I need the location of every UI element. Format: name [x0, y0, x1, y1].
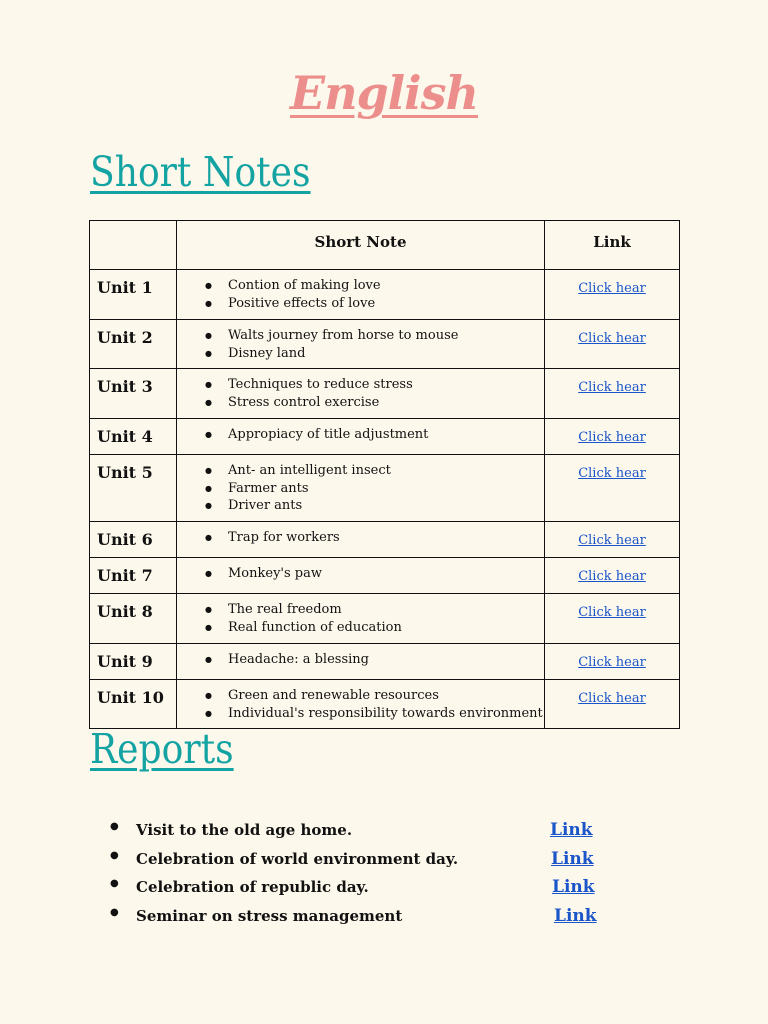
report-title: Celebration of world environment day. — [136, 849, 459, 868]
short-note-cell — [177, 369, 545, 419]
link-cell — [545, 558, 680, 594]
unit-label: Unit 3 — [90, 369, 177, 419]
unit-label: Unit 5 — [90, 455, 177, 522]
header-short-note: Short Note — [177, 221, 545, 270]
short-note-cell — [177, 270, 545, 320]
bullet-icon: ● — [110, 821, 119, 832]
link-cell — [545, 594, 680, 644]
link-cell — [545, 320, 680, 369]
short-note-cell — [177, 558, 545, 594]
click-hear-link[interactable]: Click hear — [578, 466, 646, 481]
table-row — [90, 594, 680, 644]
unit-label: Unit 7 — [90, 558, 177, 594]
short-note-list — [177, 270, 544, 318]
click-hear-link[interactable]: Click hear — [578, 569, 646, 584]
short-note-list — [177, 455, 544, 521]
page-title: English — [290, 66, 478, 120]
table-row — [90, 320, 680, 369]
unit-label: Unit 8 — [90, 594, 177, 644]
link-cell — [545, 419, 680, 455]
list-item: ● Appropiacy of title adjustment — [177, 426, 544, 444]
report-item — [110, 818, 630, 847]
short-note-list — [177, 522, 544, 553]
unit-label: Unit 2 — [90, 320, 177, 369]
unit-label: Unit 9 — [90, 644, 177, 680]
header-unit — [90, 221, 177, 270]
table-row — [90, 558, 680, 594]
table-row — [90, 522, 680, 558]
report-link[interactable]: Link — [554, 905, 597, 926]
unit-label: Unit 4 — [90, 419, 177, 455]
short-note-cell — [177, 680, 545, 729]
click-hear-link[interactable]: Click hear — [578, 605, 646, 620]
table-header-row — [90, 221, 680, 270]
list-item: ● Disney land — [177, 345, 544, 363]
table-row — [90, 369, 680, 419]
bullet-icon: ● — [110, 849, 119, 861]
table-row — [90, 455, 680, 522]
list-item: ● Contion of making love — [177, 277, 544, 295]
list-item: ● Monkey's paw — [177, 565, 544, 583]
unit-label: Unit 10 — [90, 680, 177, 729]
list-item: ● Real function of education — [177, 619, 544, 637]
short-note-list — [177, 558, 544, 589]
click-hear-link[interactable]: Click hear — [578, 281, 646, 296]
table-row — [90, 644, 680, 680]
link-cell — [545, 522, 680, 558]
bullet-icon: ● — [110, 906, 119, 918]
link-cell — [545, 270, 680, 320]
list-item: ● Ant- an intelligent insect — [177, 462, 544, 480]
click-hear-link[interactable]: Click hear — [578, 430, 646, 445]
link-cell — [545, 455, 680, 522]
link-cell — [545, 644, 680, 680]
report-title: Celebration of republic day. — [136, 878, 369, 896]
short-notes-heading: Short Notes — [90, 148, 311, 196]
report-link[interactable]: Link — [552, 877, 595, 897]
page-title-container — [0, 66, 768, 120]
list-item: ● Headache: a blessing — [177, 651, 544, 669]
click-hear-link[interactable]: Click hear — [578, 380, 646, 395]
bullet-icon: ● — [110, 878, 119, 889]
report-title: Seminar on stress management — [136, 906, 403, 925]
click-hear-link[interactable]: Click hear — [578, 691, 646, 706]
table-row — [90, 680, 680, 729]
list-item: ● Positive effects of love — [177, 295, 544, 313]
short-note-list — [177, 369, 544, 417]
unit-label: Unit 6 — [90, 522, 177, 558]
list-item: ● Stress control exercise — [177, 394, 544, 412]
report-item — [110, 875, 630, 904]
list-item: ● Techniques to reduce stress — [177, 376, 544, 394]
list-item: ● Farmer ants — [177, 480, 544, 498]
short-note-list — [177, 419, 544, 450]
list-item: ● Trap for workers — [177, 529, 544, 547]
short-note-list — [177, 644, 544, 675]
short-note-cell — [177, 522, 545, 558]
list-item: ● Driver ants — [177, 497, 544, 515]
short-note-cell — [177, 455, 545, 522]
report-link[interactable]: Link — [550, 820, 593, 840]
click-hear-link[interactable]: Click hear — [578, 533, 646, 548]
report-title: Visit to the old age home. — [136, 821, 353, 839]
short-note-list — [177, 680, 544, 728]
short-note-list — [177, 320, 544, 368]
unit-label: Unit 1 — [90, 270, 177, 320]
report-item — [110, 847, 630, 876]
short-note-cell — [177, 644, 545, 680]
reports-heading: Reports — [90, 725, 234, 773]
table-row — [90, 419, 680, 455]
short-note-cell — [177, 594, 545, 644]
report-link[interactable]: Link — [551, 848, 594, 869]
click-hear-link[interactable]: Click hear — [578, 331, 646, 346]
reports-list — [110, 818, 630, 932]
short-note-cell — [177, 419, 545, 455]
list-item: ● Walts journey from horse to mouse — [177, 327, 544, 345]
list-item: ● The real freedom — [177, 601, 544, 619]
short-note-list — [177, 594, 544, 642]
header-link: Link — [545, 221, 680, 270]
link-cell — [545, 680, 680, 729]
short-note-cell — [177, 320, 545, 369]
short-notes-table — [89, 220, 680, 729]
link-cell — [545, 369, 680, 419]
table-row — [90, 270, 680, 320]
click-hear-link[interactable]: Click hear — [578, 655, 646, 670]
list-item: ● Individual's responsibility towards environment — [177, 705, 544, 723]
report-item — [110, 904, 630, 933]
list-item: ● Green and renewable resources — [177, 687, 544, 705]
